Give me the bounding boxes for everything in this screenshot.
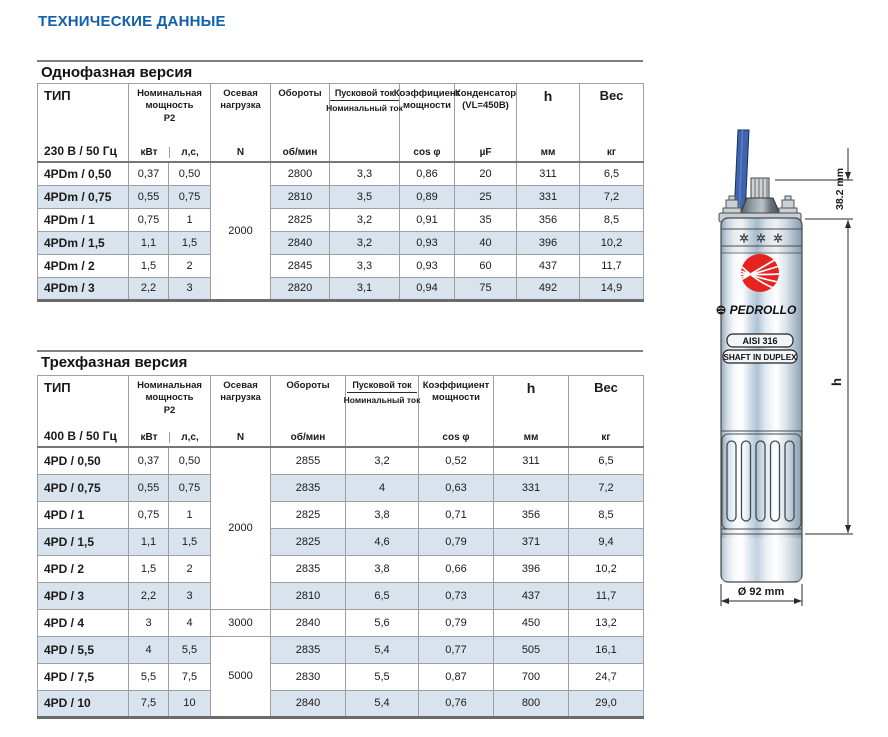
value-cell: 450: [494, 609, 569, 636]
value-cell: 35: [455, 208, 517, 231]
unit-weight: кг: [606, 147, 617, 158]
value-cell: 3,2: [330, 231, 400, 254]
value-cell: 11,7: [580, 254, 644, 277]
value-cell: 75: [455, 277, 517, 300]
value-cell: 3: [129, 609, 169, 636]
value-cell: 0,76: [419, 690, 494, 717]
value-cell: 3,2: [346, 447, 419, 474]
unit-capacitor: µF: [479, 147, 492, 158]
value-cell: 2825: [271, 501, 346, 528]
col-header-axial-load: Осевая нагрузка N: [211, 376, 271, 448]
value-cell: 2825: [271, 208, 330, 231]
type-cell: 4PD / 3: [38, 582, 129, 609]
value-cell: 356: [494, 501, 569, 528]
type-cell: 4PD / 4: [38, 609, 129, 636]
value-cell: 29,0: [569, 690, 644, 717]
value-cell: 24,7: [569, 663, 644, 690]
type-cell: 4PD / 5,5: [38, 636, 129, 663]
value-cell: 2: [169, 555, 211, 582]
col-header-weight: Вес кг: [569, 376, 644, 448]
unit-weight: кг: [601, 432, 611, 443]
value-cell: 14,9: [580, 277, 644, 300]
unit-kw: кВт: [140, 432, 158, 443]
value-cell: 9,4: [569, 528, 644, 555]
value-cell: 6,5: [346, 582, 419, 609]
value-cell: 0,79: [419, 528, 494, 555]
unit-h: мм: [523, 432, 539, 443]
value-cell: 0,73: [419, 582, 494, 609]
value-cell: 11,7: [569, 582, 644, 609]
value-cell: 13,2: [569, 609, 644, 636]
unit-kw: кВт: [140, 147, 158, 158]
value-cell: 5,5: [169, 636, 211, 663]
col-header-power: Номинальная мощность P2 кВт л,с,: [129, 84, 211, 163]
table-row: [38, 208, 644, 231]
value-cell: 0,52: [419, 447, 494, 474]
axial-load-cell: 2000: [211, 162, 271, 300]
value-cell: 3: [169, 582, 211, 609]
value-cell: 2: [169, 254, 211, 277]
unit-cos: cos φ: [442, 432, 470, 443]
value-cell: 331: [517, 185, 580, 208]
table-row: [38, 501, 644, 528]
table-row: [38, 609, 644, 636]
value-cell: 3,8: [346, 501, 419, 528]
badge-shaft: [723, 350, 797, 363]
value-cell: 311: [517, 162, 580, 185]
value-cell: 0,77: [419, 636, 494, 663]
table-row: [38, 663, 644, 690]
table-row: [38, 162, 644, 185]
value-cell: 396: [517, 231, 580, 254]
value-cell: 1: [169, 208, 211, 231]
value-cell: 0,55: [129, 474, 169, 501]
col-header-power-factor: Коэффициент мощности cos φ: [400, 84, 455, 163]
dim-h: [805, 220, 853, 534]
svg-text:Ø 92 mm: Ø 92 mm: [737, 586, 785, 598]
value-cell: 8,5: [569, 501, 644, 528]
value-cell: 0,37: [129, 162, 169, 185]
value-cell: 2835: [271, 474, 346, 501]
value-cell: 7,2: [569, 474, 644, 501]
value-cell: 4,6: [346, 528, 419, 555]
type-cell: 4PDm / 0,50: [38, 162, 129, 185]
type-cell: 4PD / 10: [38, 690, 129, 717]
value-cell: 60: [455, 254, 517, 277]
col-header-speed: Обороты об/мин: [271, 376, 346, 448]
value-cell: 40: [455, 231, 517, 254]
value-cell: 1,5: [169, 231, 211, 254]
svg-text:PEDROLLO: PEDROLLO: [729, 303, 797, 317]
three-phase-section: [37, 350, 643, 719]
table-row: [38, 474, 644, 501]
unit-axial: N: [236, 147, 245, 158]
value-cell: 2825: [271, 528, 346, 555]
value-cell: 2810: [271, 582, 346, 609]
unit-speed: об/мин: [290, 432, 326, 443]
value-cell: 10,2: [580, 231, 644, 254]
value-cell: 2840: [271, 609, 346, 636]
section-title-single-phase: Однофазная версия: [41, 64, 193, 81]
col-header-h: h мм: [517, 84, 580, 163]
value-cell: 0,91: [400, 208, 455, 231]
value-cell: 5,5: [129, 663, 169, 690]
value-cell: 1: [169, 501, 211, 528]
value-cell: 1,5: [129, 555, 169, 582]
value-cell: 2,2: [129, 277, 169, 300]
table-row: [38, 636, 644, 663]
value-cell: 3,8: [346, 555, 419, 582]
table-row: [38, 254, 644, 277]
col-header-weight: Вес кг: [580, 84, 644, 163]
axial-load-cell: 2000: [211, 447, 271, 609]
value-cell: 7,2: [580, 185, 644, 208]
value-cell: 3: [169, 277, 211, 300]
type-cell: 4PDm / 2: [38, 254, 129, 277]
bolt-right: [779, 196, 797, 213]
value-cell: 2855: [271, 447, 346, 474]
svg-text:AISI 316: AISI 316: [742, 336, 778, 346]
single-phase-section: [37, 60, 643, 302]
svg-text:h: h: [829, 378, 844, 386]
value-cell: 0,89: [400, 185, 455, 208]
value-cell: 4: [346, 474, 419, 501]
value-cell: 10,2: [569, 555, 644, 582]
value-cell: 6,5: [580, 162, 644, 185]
value-cell: 3,2: [330, 208, 400, 231]
unit-hp: л,с,: [169, 432, 210, 443]
value-cell: 0,75: [169, 474, 211, 501]
value-cell: 5,4: [346, 636, 419, 663]
col-header-type: ТИП 230 В / 50 Гц: [38, 84, 129, 163]
svg-text:SHAFT IN DUPLEX: SHAFT IN DUPLEX: [723, 353, 797, 362]
header-row: [38, 376, 644, 448]
value-cell: 0,75: [169, 185, 211, 208]
value-cell: 0,75: [129, 501, 169, 528]
value-cell: 2,2: [129, 582, 169, 609]
value-cell: 0,93: [400, 231, 455, 254]
value-cell: 5,4: [346, 690, 419, 717]
value-cell: 0,71: [419, 501, 494, 528]
type-cell: 4PD / 1: [38, 501, 129, 528]
badge-aisi: [727, 334, 793, 347]
col-header-h: h мм: [494, 376, 569, 448]
value-cell: 1,5: [169, 528, 211, 555]
type-cell: 4PDm / 1: [38, 208, 129, 231]
value-cell: 2820: [271, 277, 330, 300]
value-cell: 700: [494, 663, 569, 690]
value-cell: 3,3: [330, 254, 400, 277]
value-cell: 2840: [271, 231, 330, 254]
table-row: [38, 555, 644, 582]
unit-speed: об/мин: [282, 147, 318, 158]
col-header-type: ТИП 400 В / 50 Гц: [38, 376, 129, 448]
value-cell: 0,63: [419, 474, 494, 501]
value-cell: 0,75: [129, 208, 169, 231]
section-title-three-phase: Трехфазная версия: [41, 354, 188, 371]
value-cell: 371: [494, 528, 569, 555]
value-cell: 2845: [271, 254, 330, 277]
axial-load-cell: 3000: [211, 609, 271, 636]
col-header-speed: Обороты об/мин: [271, 84, 330, 163]
value-cell: 1,5: [129, 254, 169, 277]
table-row: [38, 690, 644, 717]
value-cell: 5,5: [346, 663, 419, 690]
type-cell: 4PD / 0,75: [38, 474, 129, 501]
unit-cos: cos φ: [413, 147, 441, 158]
value-cell: 356: [517, 208, 580, 231]
dim-diameter: [721, 584, 802, 606]
type-cell: 4PD / 2: [38, 555, 129, 582]
value-cell: 2835: [271, 555, 346, 582]
table-row: [38, 277, 644, 300]
type-cell: 4PDm / 1,5: [38, 231, 129, 254]
value-cell: 0,94: [400, 277, 455, 300]
pump-figure: [655, 110, 885, 625]
table-row: [38, 447, 644, 474]
value-cell: 6,5: [569, 447, 644, 474]
header-row: [38, 84, 644, 163]
value-cell: 2830: [271, 663, 346, 690]
type-cell: 4PD / 0,50: [38, 447, 129, 474]
value-cell: 7,5: [169, 663, 211, 690]
type-cell: 4PDm / 0,75: [38, 185, 129, 208]
value-cell: 4: [169, 609, 211, 636]
value-cell: 2840: [271, 690, 346, 717]
value-cell: 10: [169, 690, 211, 717]
single-phase-table-body: [38, 162, 644, 300]
value-cell: 2800: [271, 162, 330, 185]
value-cell: 7,5: [129, 690, 169, 717]
value-cell: 505: [494, 636, 569, 663]
brand-logo-icon: [741, 254, 779, 292]
type-cell: 4PD / 1,5: [38, 528, 129, 555]
svg-text:38.2 mm: 38.2 mm: [834, 167, 846, 210]
value-cell: 2810: [271, 185, 330, 208]
vent-slots: [721, 431, 802, 581]
value-cell: 8,5: [580, 208, 644, 231]
value-cell: 0,50: [169, 162, 211, 185]
value-cell: 0,87: [419, 663, 494, 690]
value-cell: 25: [455, 185, 517, 208]
three-phase-table-body: [38, 447, 644, 717]
value-cell: 0,50: [169, 447, 211, 474]
value-cell: 1,1: [129, 231, 169, 254]
value-cell: 800: [494, 690, 569, 717]
table-row: [38, 185, 644, 208]
value-cell: 3,3: [330, 162, 400, 185]
value-cell: 20: [455, 162, 517, 185]
col-header-current-ratio: $\frac{\text{Пусковой ток}}{\text{Номинальный ток}}$: [346, 376, 419, 448]
value-cell: 0,55: [129, 185, 169, 208]
value-cell: 437: [517, 254, 580, 277]
value-cell: 331: [494, 474, 569, 501]
value-cell: 396: [494, 555, 569, 582]
table-row: [38, 582, 644, 609]
value-cell: 1,1: [129, 528, 169, 555]
type-cell: 4PDm / 3: [38, 277, 129, 300]
col-header-axial-load: Осевая нагрузка N: [211, 84, 271, 163]
value-cell: 3,1: [330, 277, 400, 300]
value-cell: 0,86: [400, 162, 455, 185]
single-phase-table: [37, 83, 644, 302]
col-header-power: Номинальная мощность P2 кВт л,с,: [129, 376, 211, 448]
unit-h: мм: [540, 147, 556, 158]
value-cell: 0,37: [129, 447, 169, 474]
value-cell: 0,93: [400, 254, 455, 277]
value-cell: 311: [494, 447, 569, 474]
unit-axial: N: [236, 432, 245, 443]
value-cell: 437: [494, 582, 569, 609]
value-cell: 16,1: [569, 636, 644, 663]
table-row: [38, 231, 644, 254]
col-header-capacitor: Конденсатор (VL=450В) µF: [455, 84, 517, 163]
axial-load-cell: 5000: [211, 636, 271, 717]
value-cell: 4: [129, 636, 169, 663]
value-cell: 5,6: [346, 609, 419, 636]
value-cell: 492: [517, 277, 580, 300]
table-row: [38, 528, 644, 555]
type-cell: 4PD / 7,5: [38, 663, 129, 690]
value-cell: 2835: [271, 636, 346, 663]
value-cell: 0,79: [419, 609, 494, 636]
value-cell: 0,66: [419, 555, 494, 582]
page-title: ТЕХНИЧЕСКИЕ ДАННЫЕ: [38, 13, 226, 30]
value-cell: 3,5: [330, 185, 400, 208]
col-header-current-ratio: $\frac{\text{Пусковой ток}}{\text{Номинальный ток}}$: [330, 84, 400, 163]
three-phase-table: [37, 375, 644, 719]
col-header-power-factor: Коэффициент мощности cos φ: [419, 376, 494, 448]
unit-hp: л,с,: [169, 147, 210, 158]
